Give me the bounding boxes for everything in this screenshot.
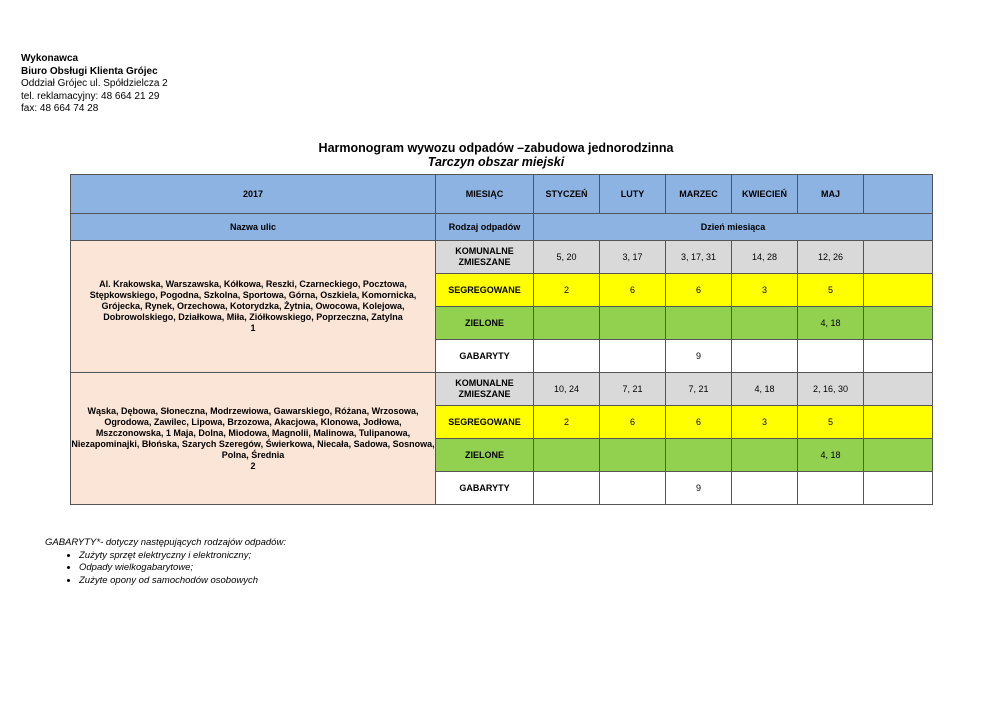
notes-item: • Zużyty sprzęt elektryczny i elektroniczny; [79, 550, 286, 563]
contractor-phone: tel. reklamacyjny: 48 664 21 29 [21, 90, 160, 102]
day-cell [864, 307, 933, 340]
day-cell: 10, 24 [534, 373, 600, 406]
day-cell [864, 406, 933, 439]
contractor-company: Biuro Obsługi Klienta Grójec [21, 65, 158, 77]
month-header: STYCZEŃ [534, 175, 600, 214]
day-cell [864, 340, 933, 373]
day-cell [864, 241, 933, 274]
day-cell: 2 [534, 406, 600, 439]
day-cell: 6 [666, 406, 732, 439]
day-cell: 5, 20 [534, 241, 600, 274]
day-cell: 7, 21 [666, 373, 732, 406]
day-cell: 5 [798, 406, 864, 439]
day-cell: 12, 26 [798, 241, 864, 274]
contractor-address: Oddział Grójec ul. Spółdzielcza 2 [21, 78, 168, 89]
waste-type-cell: SEGREGOWANE [436, 274, 534, 307]
day-cell [600, 472, 666, 505]
day-cell: 14, 28 [732, 241, 798, 274]
area-streets [71, 241, 436, 373]
day-cell [534, 340, 600, 373]
day-cell [864, 274, 933, 307]
day-cell: 3 [732, 406, 798, 439]
waste-type-cell: KOMUNALNE ZMIESZANE [436, 373, 534, 406]
day-cell: 6 [600, 406, 666, 439]
month-label: MIESIĄC [436, 175, 534, 214]
area-streets [71, 373, 436, 505]
area-number: 1 [250, 323, 256, 333]
day-cell [864, 439, 933, 472]
day-cell: 9 [666, 472, 732, 505]
day-cell [666, 307, 732, 340]
street-list: Al. Krakowska, Warszawska, Kółkowa, Reszki, Czarneckiego, Pocztowa, Stępkowskiego, Pogodna, Szkolna, Sportowa, Górna, Oszkiela, Komornicka, Grójecka, Rynek, Orzechowa, Kotorydzka, Żytnia, Owocowa, Kolejowa, Dobrowolskiego, Działkowa, Miła, Ziółkowskiego, Poprzeczna, Zatylna [89, 279, 417, 322]
day-cell: 3, 17, 31 [666, 241, 732, 274]
day-cell [600, 340, 666, 373]
street-list: Wąska, Dębowa, Słoneczna, Modrzewiowa, Gawarskiego, Różana, Wrzosowa, Ogrodowa, Zawilec, Lipowa, Brzozowa, Akacjowa, Klonowa, Jodłowa, Mszczonowska, 1 Maja, Dolna, Miodowa, Magnolii, Malinowa, Tulipanowa, Niezapominajki, Błońska, Szarych Szeregów, Świerkowa, Niecała, Sadowa, Sosnowa, Polna, Średnia [71, 405, 435, 460]
year-cell: 2017 [71, 175, 436, 214]
notes-item: • Odpady wielkogabarytowe; [79, 562, 286, 575]
day-cell: 3 [732, 274, 798, 307]
day-cell: 4, 18 [798, 307, 864, 340]
schedule-title: Harmonogram wywozu odpadów –zabudowa jednorodzinna [318, 141, 674, 155]
notes-list [45, 550, 286, 588]
day-cell: 4, 18 [798, 439, 864, 472]
day-cell [864, 472, 933, 505]
day-cell [666, 439, 732, 472]
schedule-table [70, 174, 933, 505]
notes-intro: GABARYTY*- dotyczy następujących rodzajów odpadów: [45, 537, 286, 548]
day-cell [864, 373, 933, 406]
month-header: MAJ [798, 175, 864, 214]
waste-type-header: Rodzaj odpadów [436, 214, 534, 241]
day-cell [798, 472, 864, 505]
day-cell: 7, 21 [600, 373, 666, 406]
notes-item: • Zużyte opony od samochodów osobowych [79, 575, 286, 588]
day-cell: 2 [534, 274, 600, 307]
day-of-month-header: Dzień miesiąca [534, 214, 933, 241]
day-cell [732, 472, 798, 505]
month-header [864, 175, 933, 214]
day-cell [534, 439, 600, 472]
day-cell [798, 340, 864, 373]
waste-type-cell: ZIELONE [436, 439, 534, 472]
contractor-info [21, 53, 168, 116]
waste-type-cell: SEGREGOWANE [436, 406, 534, 439]
day-cell: 2, 16, 30 [798, 373, 864, 406]
waste-type-cell: GABARYTY [436, 340, 534, 373]
schedule-subtitle: Tarczyn obszar miejski [427, 155, 565, 169]
area-number: 2 [250, 460, 256, 471]
day-cell [732, 307, 798, 340]
day-cell [732, 439, 798, 472]
day-cell: 3, 17 [600, 241, 666, 274]
day-cell [600, 439, 666, 472]
month-header: KWIECIEŃ [732, 175, 798, 214]
gabaryty-notes [45, 537, 286, 587]
day-cell [534, 307, 600, 340]
day-cell: 6 [600, 274, 666, 307]
contractor-heading: Wykonawca [21, 53, 79, 64]
day-cell [600, 307, 666, 340]
waste-type-cell: GABARYTY [436, 472, 534, 505]
day-cell: 6 [666, 274, 732, 307]
contractor-fax: fax: 48 664 74 28 [21, 103, 99, 114]
day-cell: 5 [798, 274, 864, 307]
day-cell [534, 472, 600, 505]
waste-type-cell: KOMUNALNE ZMIESZANE [436, 241, 534, 274]
month-header: MARZEC [666, 175, 732, 214]
streets-header: Nazwa ulic [71, 214, 436, 241]
day-cell: 4, 18 [732, 373, 798, 406]
day-cell: 9 [666, 340, 732, 373]
day-cell [732, 340, 798, 373]
month-header: LUTY [600, 175, 666, 214]
waste-type-cell: ZIELONE [436, 307, 534, 340]
